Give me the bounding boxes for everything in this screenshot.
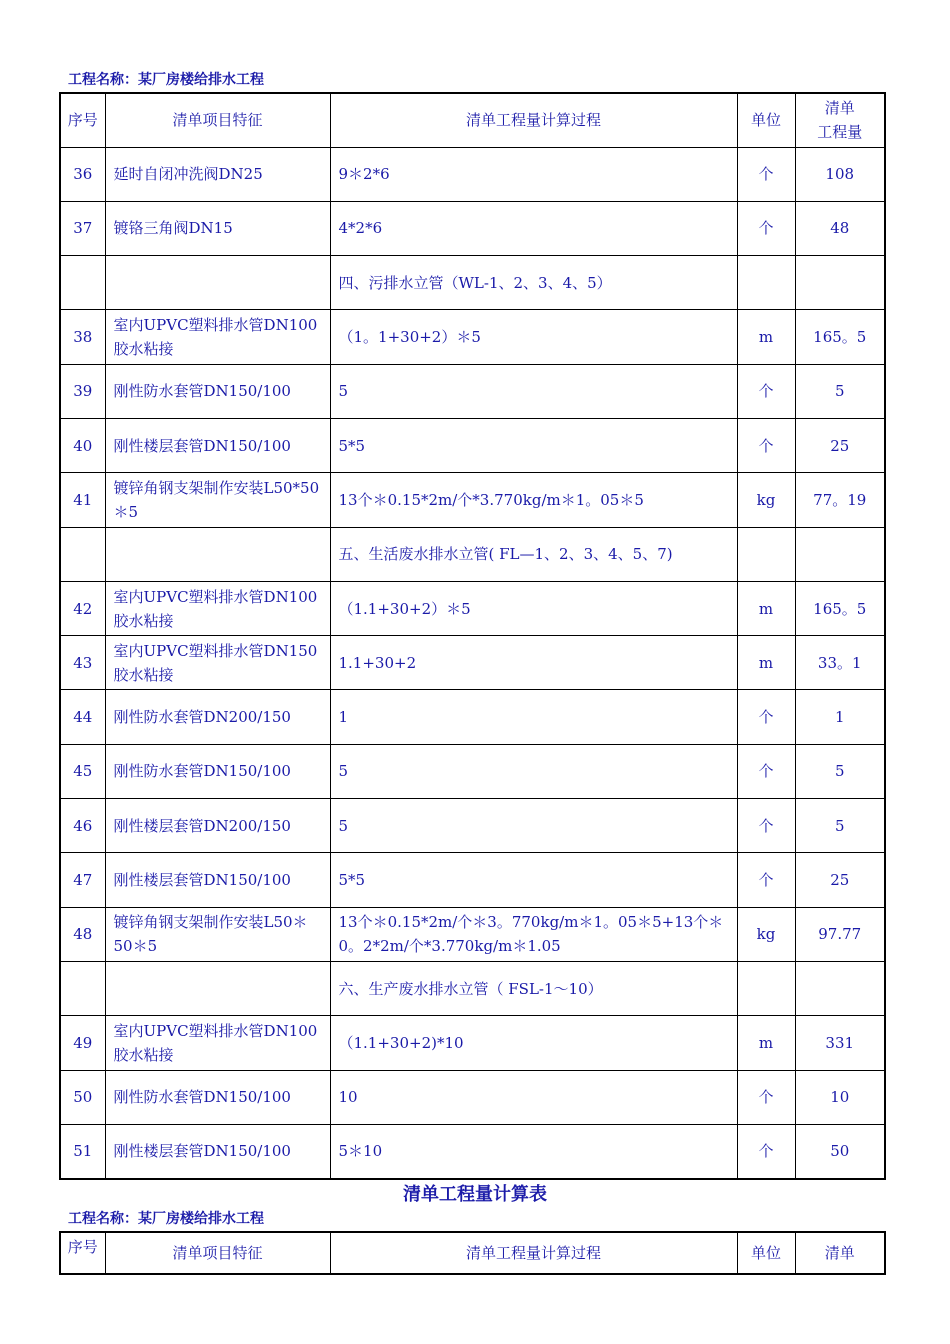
second-page-title: 清单工程量计算表 [403, 1184, 547, 1205]
cell-qty [795, 256, 885, 310]
table-row [60, 201, 885, 255]
table-row [60, 473, 885, 527]
cell-qty: 331 [795, 1016, 885, 1070]
cell-seq [60, 961, 105, 1015]
table-row [60, 744, 885, 798]
cell-unit: 个 [737, 1070, 795, 1124]
cell-feature: 镀锌角钢支架制作安装L50*50＊5 [105, 473, 330, 527]
cell-feature [105, 527, 330, 581]
cell-seq [60, 256, 105, 310]
table-row [60, 907, 885, 961]
cell-feature: 刚性防水套管DN150/100 [105, 1070, 330, 1124]
table-row [60, 799, 885, 853]
header-seq-2: 序号 [60, 1232, 105, 1274]
cell-feature: 室内UPVC塑料排水管DN100胶水粘接 [105, 310, 330, 364]
cell-seq: 36 [60, 147, 105, 201]
quantity-table-2 [59, 1231, 886, 1275]
cell-unit: 个 [737, 201, 795, 255]
cell-feature: 刚性防水套管DN200/150 [105, 690, 330, 744]
cell-feature: 室内UPVC塑料排水管DN100胶水粘接 [105, 1016, 330, 1070]
cell-feature: 刚性楼层套管DN150/100 [105, 418, 330, 472]
cell-qty: 48 [795, 201, 885, 255]
cell-process: 9＊2*6 [330, 147, 737, 201]
cell-process: 10 [330, 1070, 737, 1124]
header-process: 清单工程量计算过程 [330, 93, 737, 147]
cell-seq: 41 [60, 473, 105, 527]
cell-qty: 108 [795, 147, 885, 201]
cell-qty: 33。1 [795, 636, 885, 690]
cell-qty: 25 [795, 853, 885, 907]
cell-unit: kg [737, 907, 795, 961]
cell-seq: 51 [60, 1124, 105, 1178]
cell-feature: 刚性楼层套管DN150/100 [105, 1124, 330, 1178]
cell-process: 13个＊0.15*2m/个＊3。770kg/m＊1。05＊5+13个＊0。2*2m/个*3.770kg/m＊1.05 [330, 907, 737, 961]
table-row [60, 147, 885, 201]
cell-seq: 47 [60, 853, 105, 907]
table-row [60, 256, 885, 310]
cell-seq: 43 [60, 636, 105, 690]
cell-seq: 38 [60, 310, 105, 364]
cell-seq [60, 527, 105, 581]
cell-seq: 46 [60, 799, 105, 853]
table-header-row [60, 93, 885, 147]
quantity-table [59, 92, 886, 1180]
cell-process: 13个＊0.15*2m/个*3.770kg/m＊1。05＊5 [330, 473, 737, 527]
cell-feature: 延时自闭冲洗阀DN25 [105, 147, 330, 201]
cell-unit: 个 [737, 418, 795, 472]
cell-qty: 25 [795, 418, 885, 472]
cell-unit: m [737, 310, 795, 364]
cell-qty: 5 [795, 364, 885, 418]
cell-process: （1.1+30+2）＊5 [330, 581, 737, 635]
project-name-label: 工程名称：某厂房楼给排水工程 [68, 72, 264, 88]
table-row [60, 364, 885, 418]
cell-process: 1.1+30+2 [330, 636, 737, 690]
cell-process: 5 [330, 799, 737, 853]
cell-unit: 个 [737, 744, 795, 798]
cell-feature: 室内UPVC塑料排水管DN150胶水粘接 [105, 636, 330, 690]
header-process-2: 清单工程量计算过程 [330, 1232, 737, 1274]
cell-unit: m [737, 1016, 795, 1070]
header-seq: 序号 [60, 93, 105, 147]
cell-process: 五、生活废水排水立管( FL—1、2、3、4、5、7) [330, 527, 737, 581]
cell-qty: 165。5 [795, 310, 885, 364]
cell-unit: 个 [737, 364, 795, 418]
table-row [60, 853, 885, 907]
cell-process: 5 [330, 364, 737, 418]
header-qty-2: 清单 [795, 1232, 885, 1274]
cell-seq: 40 [60, 418, 105, 472]
cell-process: 5*5 [330, 853, 737, 907]
table-row [60, 690, 885, 744]
table-row [60, 1070, 885, 1124]
cell-seq: 37 [60, 201, 105, 255]
cell-feature: 室内UPVC塑料排水管DN100胶水粘接 [105, 581, 330, 635]
cell-qty [795, 961, 885, 1015]
cell-unit: 个 [737, 799, 795, 853]
cell-unit: 个 [737, 1124, 795, 1178]
table-row [60, 310, 885, 364]
cell-qty: 97.77 [795, 907, 885, 961]
cell-seq: 48 [60, 907, 105, 961]
cell-qty: 5 [795, 744, 885, 798]
cell-unit: m [737, 636, 795, 690]
cell-process: （1.1+30+2)*10 [330, 1016, 737, 1070]
cell-qty: 77。19 [795, 473, 885, 527]
table-row [60, 636, 885, 690]
cell-feature: 刚性楼层套管DN200/150 [105, 799, 330, 853]
cell-feature: 刚性楼层套管DN150/100 [105, 853, 330, 907]
cell-process: 四、污排水立管（WL-1、2、3、4、5） [330, 256, 737, 310]
cell-process: 5＊10 [330, 1124, 737, 1178]
cell-unit: 个 [737, 853, 795, 907]
cell-unit [737, 961, 795, 1015]
cell-qty: 10 [795, 1070, 885, 1124]
table-header-row-2 [60, 1232, 885, 1274]
header-unit: 单位 [737, 93, 795, 147]
cell-feature [105, 256, 330, 310]
cell-seq: 50 [60, 1070, 105, 1124]
cell-seq: 42 [60, 581, 105, 635]
cell-process: （1。1+30+2）＊5 [330, 310, 737, 364]
cell-qty: 5 [795, 799, 885, 853]
cell-unit: kg [737, 473, 795, 527]
cell-qty [795, 527, 885, 581]
cell-unit: 个 [737, 690, 795, 744]
cell-seq: 45 [60, 744, 105, 798]
table-row [60, 1016, 885, 1070]
table-row [60, 1124, 885, 1178]
cell-process: 4*2*6 [330, 201, 737, 255]
cell-process: 5*5 [330, 418, 737, 472]
cell-unit: 个 [737, 147, 795, 201]
cell-seq: 44 [60, 690, 105, 744]
project-name-label-2: 工程名称：某厂房楼给排水工程 [68, 1211, 264, 1227]
table-row [60, 961, 885, 1015]
cell-feature: 镀铬三角阀DN15 [105, 201, 330, 255]
table-row [60, 527, 885, 581]
cell-unit [737, 527, 795, 581]
header-qty [795, 93, 885, 147]
cell-qty: 1 [795, 690, 885, 744]
cell-unit: m [737, 581, 795, 635]
cell-qty: 165。5 [795, 581, 885, 635]
header-unit-2: 单位 [737, 1232, 795, 1274]
cell-seq: 49 [60, 1016, 105, 1070]
table-row [60, 581, 885, 635]
cell-feature: 镀锌角钢支架制作安装L50＊50＊5 [105, 907, 330, 961]
cell-unit [737, 256, 795, 310]
cell-process: 5 [330, 744, 737, 798]
cell-feature: 刚性防水套管DN150/100 [105, 364, 330, 418]
header-feature: 清单项目特征 [105, 93, 330, 147]
table-row [60, 418, 885, 472]
header-qty-line2: 工程量 [817, 123, 863, 142]
cell-seq: 39 [60, 364, 105, 418]
header-qty-line1: 清单 [824, 99, 855, 118]
cell-qty: 50 [795, 1124, 885, 1178]
cell-feature: 刚性防水套管DN150/100 [105, 744, 330, 798]
header-feature-2: 清单项目特征 [105, 1232, 330, 1274]
cell-feature [105, 961, 330, 1015]
cell-process: 六、生产废水排水立管（ FSL-1～10） [330, 961, 737, 1015]
cell-process: 1 [330, 690, 737, 744]
